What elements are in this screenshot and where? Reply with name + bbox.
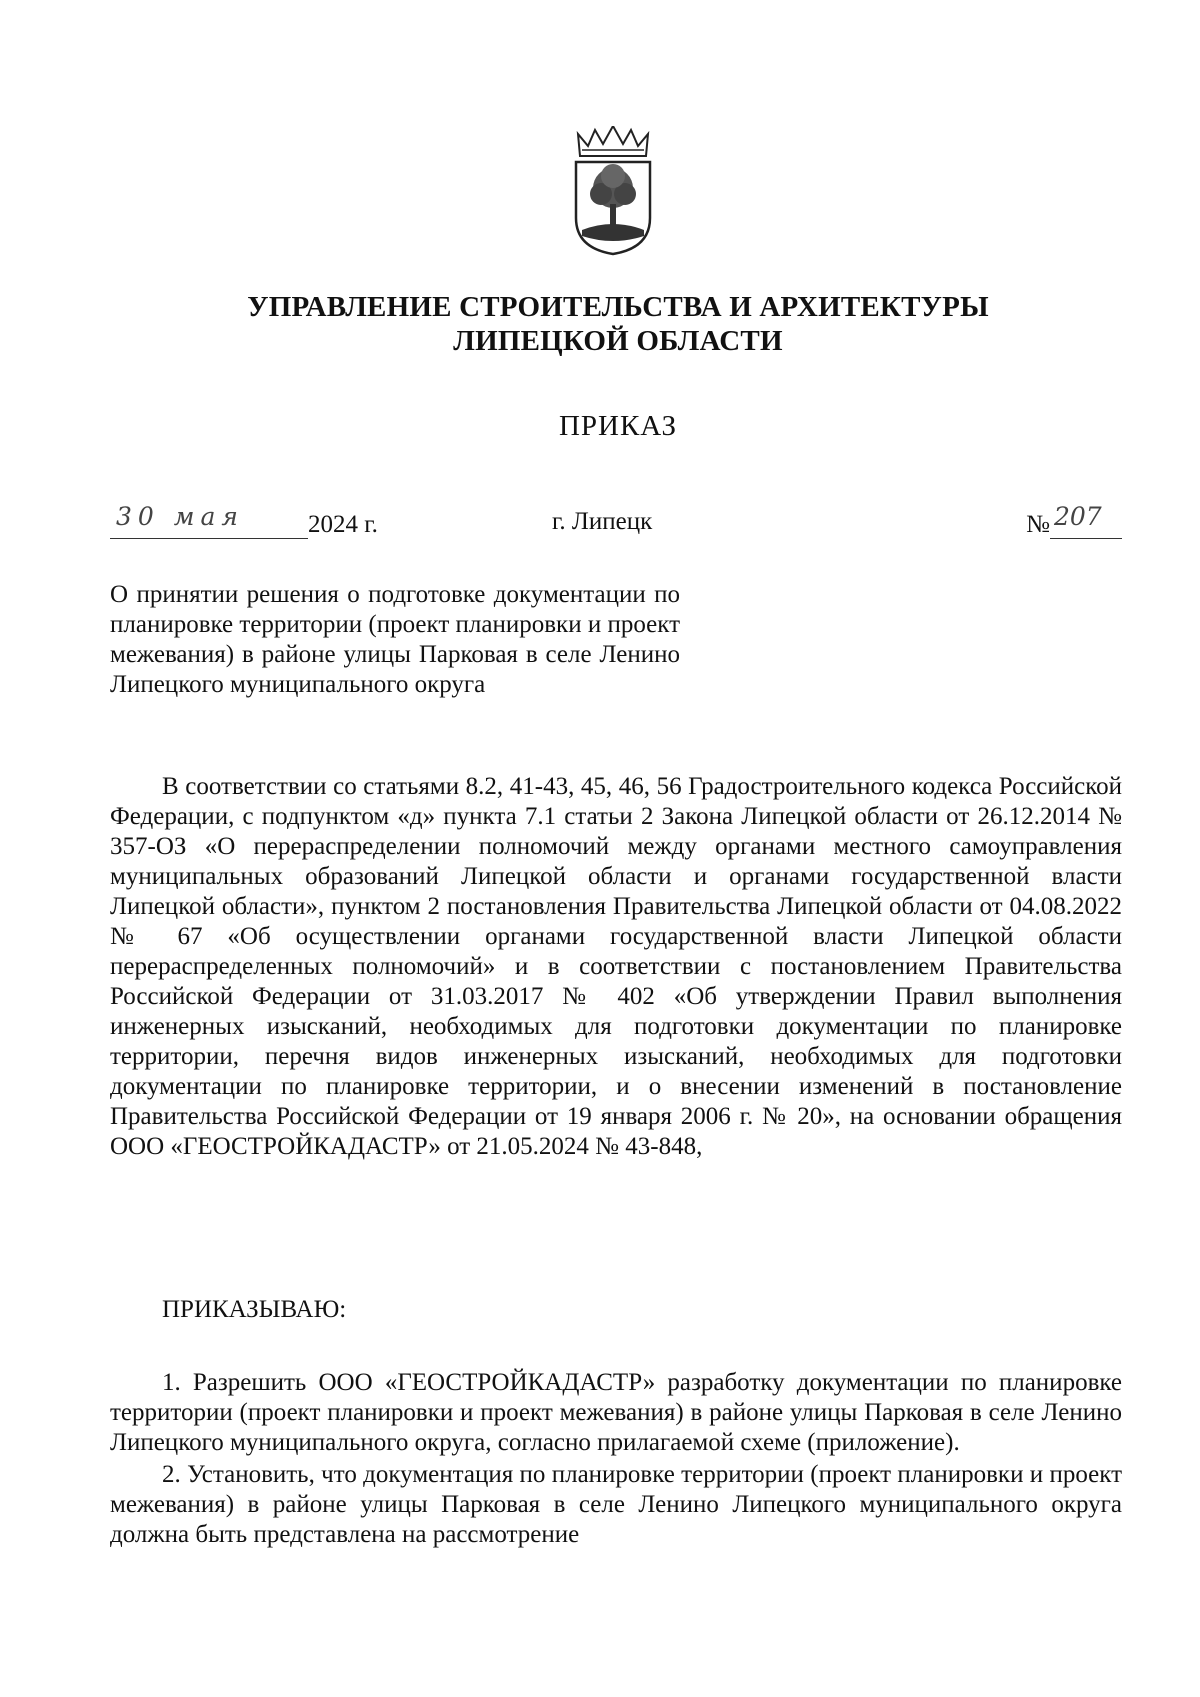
organization-line-1: УПРАВЛЕНИЕ СТРОИТЕЛЬСТВА И АРХИТЕКТУРЫ (247, 291, 989, 323)
handwritten-number: 207 (1054, 502, 1102, 531)
organization-line-2: ЛИПЕЦКОЙ ОБЛАСТИ (453, 325, 783, 357)
order-word: ПРИКАЗЫВАЮ: (162, 1296, 347, 1323)
document-type: ПРИКАЗ (558, 410, 678, 442)
document-city: г. Липецк (552, 508, 653, 535)
preamble (110, 772, 1122, 1162)
order-item-1: 1. Разрешить ООО «ГЕОСТРОЙКАДАСТР» разработку документации по планировке территории (проект планировки и проект межевания) в районе улицы Парковая в селе Ленино Липецкого муниципального округа, согласно прилагаемой схеме (приложение). (110, 1369, 1122, 1456)
handwritten-date: 30 мая (116, 502, 244, 531)
number-sign: № (1026, 511, 1050, 538)
date-blank (110, 502, 308, 539)
document-number (1026, 502, 1122, 539)
number-blank (1050, 502, 1122, 539)
coat-of-arms-icon (568, 126, 658, 256)
order-items (110, 1368, 1122, 1552)
document-date (110, 502, 378, 539)
organization-name (0, 290, 1200, 358)
date-number-line (110, 502, 1122, 548)
order-item-2: 2. Установить, что документация по планировке территории (проект планировки и проект межевания) в районе улицы Парковая в селе Ленино Липецкого муниципального округа должна быть представлена на рассмотрение (110, 1461, 1122, 1548)
document-subject: О принятии решения о подготовке документации по планировке территории (проект планировки и проект межевания) в районе улицы Парковая в селе Ленино Липецкого муниципального округа (110, 581, 680, 698)
preamble-paragraph: В соответствии со статьями 8.2, 41-43, 45, 46, 56 Градостроительного кодекса Российской Федерации, с подпунктом «д» пункта 7.1 статьи 2 Закона Липецкой области от 26.12.2014 № 357-ОЗ «О перераспределении полномочий между органами местного самоуправления муниципальных образований Липецкой области и органами государственной власти Липецкой области», пунктом 2 постановления Правительства Липецкой области от 04.08.2022 № 67 «Об осуществлении органами государственной власти Липецкой области перераспределенных полномочий» и в соответствии с постановлением Правительства Российской Федерации от 31.03.2017 № 402 «Об утверждении Правил выполнения инженерных изысканий, необходимых для подготовки документации по планировке территории, перечня видов инженерных изысканий, необходимых для подготовки документации по планировке территории, и о внесении изменений в постановление Правительства Российской Федерации от 19 января 2006 г. № 20», на основании обращения ООО «ГЕОСТРОЙКАДАСТР» от 21.05.2024 № 43-848, (110, 773, 1122, 1160)
document-year: 2024 г. (308, 511, 378, 538)
